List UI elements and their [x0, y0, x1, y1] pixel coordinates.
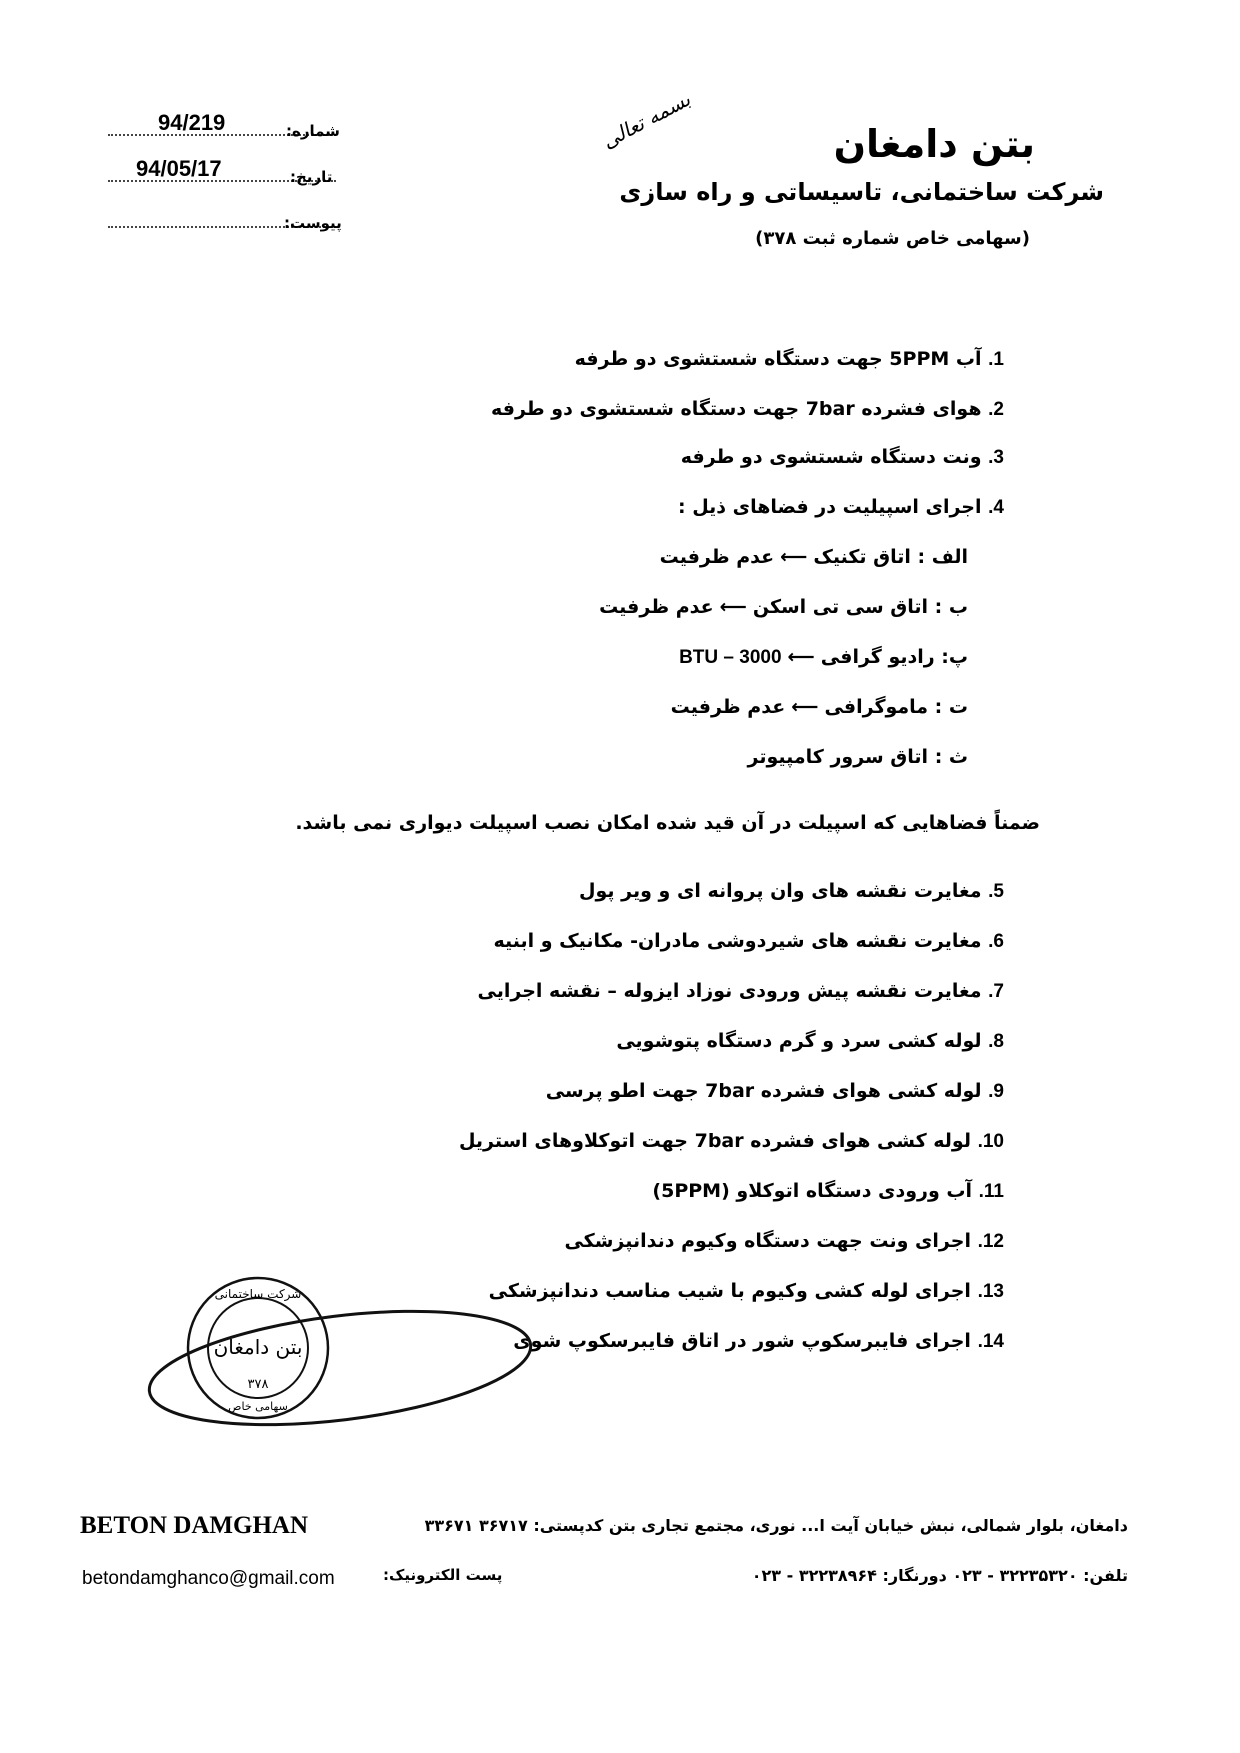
sub-item: پ: رادیو گرافی⟵3000 – BTU: [679, 646, 968, 668]
footer-phone: تلفن: ۳۲۲۳۵۳۲۰ - ۰۲۳ دورنگار: ۳۲۲۳۸۹۶۴ - ۰۲۳: [751, 1566, 1128, 1585]
sub-item: ث : اتاق سرور کامپیوتر: [747, 746, 968, 768]
sub-item: الف : اتاق تکنیک⟵عدم ظرفیت: [659, 546, 968, 568]
signature-stroke: [143, 1293, 537, 1440]
list-item: 5. مغایرت نقشه های وان پروانه ای و ویر پول: [579, 880, 1004, 902]
bismillah-mark: بسمه تعالی: [597, 86, 695, 154]
sub-item: ت : ماموگرافی⟵عدم ظرفیت: [670, 696, 968, 718]
footer-email-label: پست الکترونیک:: [383, 1566, 503, 1584]
list-item: 1. آب 5PPM جهت دستگاه شستشوی دو طرفه: [574, 348, 1004, 370]
stamp-text-bottom: سهامی خاص: [228, 1400, 288, 1413]
list-item: 14. اجرای فایبرسکوپ شور در اتاق فایبرسکوپ شوی: [513, 1330, 1004, 1352]
stamp-text-top: شرکت ساختمانی: [214, 1287, 302, 1301]
company-stamp: [140, 1270, 540, 1440]
list-item: 4. اجرای اسپیلیت در فضاهای ذیل :: [678, 496, 1004, 518]
list-item: 9. لوله کشی هوای فشرده 7bar جهت اطو پرسی: [545, 1080, 1004, 1102]
letter-number: 94/219: [158, 110, 226, 135]
note-text: ضمناً فضاهایی که اسپیلت در آن قید شده امکان نصب اسپیلت دیواری نمی باشد.: [295, 812, 1040, 834]
list-item: 8. لوله کشی سرد و گرم دستگاه پتوشویی: [616, 1030, 1004, 1052]
list-item: 6. مغایرت نقشه های شیردوشی مادران- مکانیک و ابنیه: [493, 930, 1004, 952]
company-registration: (سهامی خاص شماره ثبت ۳۷۸): [755, 228, 1030, 249]
number-label: شماره:: [286, 122, 340, 140]
stamp-text-number: ۳۷۸: [247, 1377, 269, 1392]
footer-brand: BETON DAMGHAN: [80, 1512, 309, 1539]
arrow-icon: ⟵: [719, 596, 747, 618]
list-item: 13. اجرای لوله کشی وکیوم با شیب مناسب دندانپزشکی: [488, 1280, 1004, 1302]
letter-date: 94/05/17: [136, 156, 222, 181]
footer-address: دامغان، بلوار شمالی، نبش خیابان آیت ا... نوری، مجتمع تجاری بتن کدپستی: ۳۶۷۱۷ ۳۳۶۷۱: [424, 1516, 1128, 1535]
attachment-label: پیوست:: [284, 214, 342, 232]
stamp-text-center: بتن دامغان: [213, 1335, 303, 1359]
arrow-icon: ⟵: [791, 696, 819, 718]
arrow-icon: ⟵: [780, 546, 808, 568]
list-item: 10. لوله کشی هوای فشرده 7bar جهت اتوکلاوهای استریل: [458, 1130, 1004, 1152]
list-item: 3. ونت دستگاه شستشوی دو طرفه: [680, 446, 1004, 468]
list-item: 7. مغایرت نقشه پیش ورودی نوزاد ایزوله – نقشه اجرایی: [477, 980, 1004, 1002]
arrow-icon: ⟵: [787, 646, 815, 668]
list-item: 11. آب ورودی دستگاه اتوکلاو (5PPM): [652, 1180, 1004, 1202]
company-subtitle: شرکت ساختمانی، تاسیساتی و راه سازی: [619, 178, 1104, 206]
footer-email[interactable]: betondamghanco@gmail.com: [82, 1568, 335, 1589]
date-label: تاریخ:: [290, 168, 333, 186]
sub-item: ب : اتاق سی تی اسکن⟵عدم ظرفیت: [599, 596, 968, 618]
company-name: بتن دامغان: [833, 122, 1035, 166]
list-item: 12. اجرای ونت جهت دستگاه وکیوم دندانپزشکی: [564, 1230, 1004, 1252]
list-item: 2. هوای فشرده 7bar جهت دستگاه شستشوی دو طرفه: [491, 398, 1004, 420]
